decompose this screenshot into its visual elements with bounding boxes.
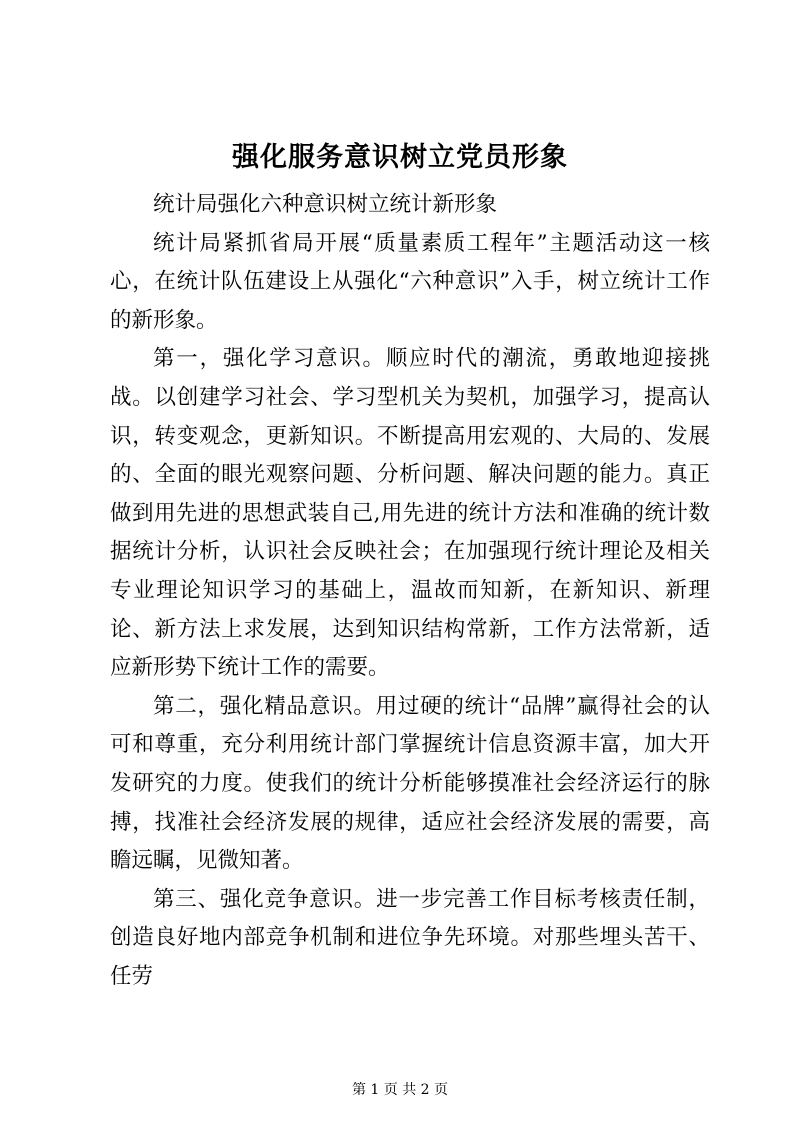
document-body <box>110 186 710 996</box>
paragraph-intro: 统计局紧抓省局开展“质量素质工程年”主题活动这一核心，在统计队伍建设上从强化“六种意识”入手，树立统计工作的新形象。 <box>110 230 710 333</box>
document-title: 强化服务意识树立党员形象 <box>232 142 568 173</box>
paragraph-first: 第一，强化学习意识。顺应时代的潮流，勇敢地迎接挑战。以创建学习社会、学习型机关为契机，加强学习，提高认识，转变观念，更新知识。不断提高用宏观的、大局的、发展的、全面的眼光观察问题、分析问题、解决问题的能力。真正做到用先进的思想武装自己,用先进的统计方法和准确的统计数据统计分析，认识社会反映社会；在加强现行统计理论及相关专业理论知识学习的基础上，温故而知新，在新知识、新理论、新方法上求发展，达到知识结构常新，工作方法常新，适应新形势下统计工作的需要。 <box>110 346 710 681</box>
paragraph-third: 第三、强化竞争意识。进一步完善工作目标考核责任制，创造良好地内部竞争机制和进位争先环境。对那些埋头苦干、任劳 <box>110 886 710 989</box>
paragraph-subtitle: 统计局强化六种意识树立统计新形象 <box>153 192 498 217</box>
paragraph-second: 第二，强化精品意识。用过硬的统计“品牌”赢得社会的认可和尊重，充分利用统计部门掌握统计信息资源丰富，加大开发研究的力度。使我们的统计分析能够摸准社会经济运行的脉搏，找准社会经济发展的规律，适应社会经济发展的需要，高瞻远瞩，见微知著。 <box>110 693 710 874</box>
page-footer: 第 1 页 共 2 页 <box>351 1082 449 1098</box>
